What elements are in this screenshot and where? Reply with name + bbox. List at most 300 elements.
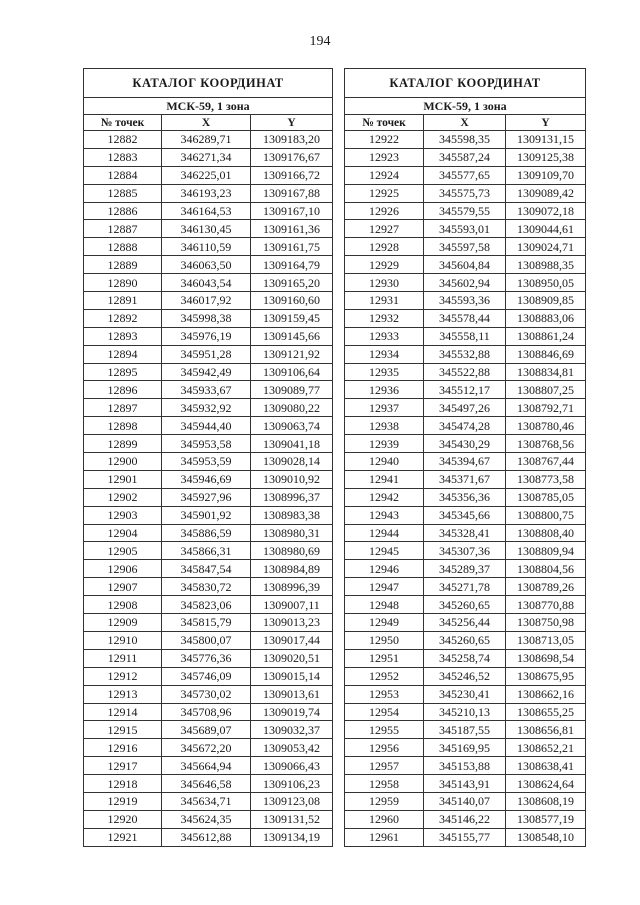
- table-row: [84, 381, 333, 399]
- column-header-y: Y: [251, 115, 333, 131]
- x-coordinate-cell: 345830,72: [162, 578, 251, 596]
- point-number-cell: 12946: [345, 560, 424, 578]
- point-number-cell: 12907: [84, 578, 162, 596]
- y-coordinate-cell: 1309106,64: [251, 363, 333, 381]
- table-row: [84, 166, 333, 184]
- table-row: [84, 792, 333, 810]
- x-coordinate-cell: 346193,23: [162, 184, 251, 202]
- y-coordinate-cell: 1309053,42: [251, 739, 333, 757]
- y-coordinate-cell: 1308834,81: [506, 363, 586, 381]
- point-number-cell: 12943: [345, 506, 424, 524]
- point-number-cell: 12910: [84, 631, 162, 649]
- x-coordinate-cell: 345256,44: [424, 614, 506, 632]
- x-coordinate-cell: 345289,37: [424, 560, 506, 578]
- y-coordinate-cell: 1308809,94: [506, 542, 586, 560]
- table-row: [345, 327, 586, 345]
- table-row: [84, 345, 333, 363]
- table-row: [345, 757, 586, 775]
- y-coordinate-cell: 1308750,98: [506, 614, 586, 632]
- x-coordinate-cell: 345575,73: [424, 184, 506, 202]
- x-coordinate-cell: 345634,71: [162, 792, 251, 810]
- y-coordinate-cell: 1309160,60: [251, 292, 333, 310]
- x-coordinate-cell: 345901,92: [162, 506, 251, 524]
- point-number-cell: 12912: [84, 667, 162, 685]
- x-coordinate-cell: 345578,44: [424, 309, 506, 327]
- y-coordinate-cell: 1309010,92: [251, 470, 333, 488]
- table-row: [345, 631, 586, 649]
- table-row: [84, 256, 333, 274]
- table-row: [345, 470, 586, 488]
- table-row: [345, 453, 586, 471]
- y-coordinate-cell: 1308577,19: [506, 810, 586, 828]
- table-row: [84, 435, 333, 453]
- point-number-cell: 12931: [345, 292, 424, 310]
- y-coordinate-cell: 1309131,15: [506, 131, 586, 149]
- point-number-cell: 12957: [345, 757, 424, 775]
- point-number-cell: 12959: [345, 792, 424, 810]
- x-coordinate-cell: 345430,29: [424, 435, 506, 453]
- x-coordinate-cell: 345730,02: [162, 685, 251, 703]
- point-number-cell: 12904: [84, 524, 162, 542]
- point-number-cell: 12925: [345, 184, 424, 202]
- point-number-cell: 12906: [84, 560, 162, 578]
- x-coordinate-cell: 345593,01: [424, 220, 506, 238]
- point-number-cell: 12935: [345, 363, 424, 381]
- point-number-cell: 12887: [84, 220, 162, 238]
- y-coordinate-cell: 1309072,18: [506, 202, 586, 220]
- x-coordinate-cell: 345776,36: [162, 649, 251, 667]
- y-coordinate-cell: 1308883,06: [506, 309, 586, 327]
- x-coordinate-cell: 345260,65: [424, 596, 506, 614]
- table-row: [345, 685, 586, 703]
- y-coordinate-cell: 1308808,40: [506, 524, 586, 542]
- coordinate-catalog-table: [83, 68, 333, 847]
- point-number-cell: 12882: [84, 131, 162, 149]
- y-coordinate-cell: 1308980,31: [251, 524, 333, 542]
- x-coordinate-cell: 345976,19: [162, 327, 251, 345]
- x-coordinate-cell: 345847,54: [162, 560, 251, 578]
- point-number-cell: 12905: [84, 542, 162, 560]
- x-coordinate-cell: 345689,07: [162, 721, 251, 739]
- point-number-cell: 12920: [84, 810, 162, 828]
- x-coordinate-cell: 345579,55: [424, 202, 506, 220]
- table-row: [345, 524, 586, 542]
- point-number-cell: 12929: [345, 256, 424, 274]
- x-coordinate-cell: 345153,88: [424, 757, 506, 775]
- point-number-cell: 12939: [345, 435, 424, 453]
- y-coordinate-cell: 1309131,52: [251, 810, 333, 828]
- x-coordinate-cell: 345230,41: [424, 685, 506, 703]
- x-coordinate-cell: 345577,65: [424, 166, 506, 184]
- point-number-cell: 12953: [345, 685, 424, 703]
- table-row: [345, 542, 586, 560]
- x-coordinate-cell: 345953,59: [162, 453, 251, 471]
- column-header-number: № точек: [345, 115, 424, 131]
- point-number-cell: 12883: [84, 148, 162, 166]
- table-row: [345, 649, 586, 667]
- point-number-cell: 12915: [84, 721, 162, 739]
- table-row: [84, 488, 333, 506]
- x-coordinate-cell: 345260,65: [424, 631, 506, 649]
- catalog-body: [345, 131, 586, 847]
- table-row: [84, 238, 333, 256]
- table-row: [84, 202, 333, 220]
- y-coordinate-cell: 1308789,26: [506, 578, 586, 596]
- y-coordinate-cell: 1309013,23: [251, 614, 333, 632]
- table-row: [84, 327, 333, 345]
- y-coordinate-cell: 1309007,11: [251, 596, 333, 614]
- point-number-cell: 12928: [345, 238, 424, 256]
- point-number-cell: 12911: [84, 649, 162, 667]
- x-coordinate-cell: 345187,55: [424, 721, 506, 739]
- y-coordinate-cell: 1308770,88: [506, 596, 586, 614]
- table-row: [345, 131, 586, 149]
- x-coordinate-cell: 345953,58: [162, 435, 251, 453]
- point-number-cell: 12894: [84, 345, 162, 363]
- point-number-cell: 12889: [84, 256, 162, 274]
- point-number-cell: 12895: [84, 363, 162, 381]
- y-coordinate-cell: 1309164,79: [251, 256, 333, 274]
- x-coordinate-cell: 346043,54: [162, 274, 251, 292]
- table-row: [345, 614, 586, 632]
- y-coordinate-cell: 1309017,44: [251, 631, 333, 649]
- point-number-cell: 12958: [345, 775, 424, 793]
- point-number-cell: 12960: [345, 810, 424, 828]
- y-coordinate-cell: 1308768,56: [506, 435, 586, 453]
- table-row: [84, 524, 333, 542]
- x-coordinate-cell: 345815,79: [162, 614, 251, 632]
- table-row: [345, 381, 586, 399]
- catalog-subtitle: МСК-59, 1 зона: [84, 98, 333, 115]
- x-coordinate-cell: 346271,34: [162, 148, 251, 166]
- table-row: [345, 256, 586, 274]
- point-number-cell: 12885: [84, 184, 162, 202]
- y-coordinate-cell: 1309161,75: [251, 238, 333, 256]
- point-number-cell: 12900: [84, 453, 162, 471]
- y-coordinate-cell: 1309020,51: [251, 649, 333, 667]
- table-row: [345, 363, 586, 381]
- y-coordinate-cell: 1309080,22: [251, 399, 333, 417]
- table-row: [84, 274, 333, 292]
- y-coordinate-cell: 1308713,05: [506, 631, 586, 649]
- point-number-cell: 12949: [345, 614, 424, 632]
- x-coordinate-cell: 345246,52: [424, 667, 506, 685]
- y-coordinate-cell: 1309089,77: [251, 381, 333, 399]
- y-coordinate-cell: 1308548,10: [506, 828, 586, 846]
- x-coordinate-cell: 345371,67: [424, 470, 506, 488]
- point-number-cell: 12899: [84, 435, 162, 453]
- table-row: [345, 506, 586, 524]
- x-coordinate-cell: 345258,74: [424, 649, 506, 667]
- table-row: [345, 435, 586, 453]
- table-row: [84, 775, 333, 793]
- y-coordinate-cell: 1308804,56: [506, 560, 586, 578]
- table-row: [84, 703, 333, 721]
- point-number-cell: 12917: [84, 757, 162, 775]
- point-number-cell: 12938: [345, 417, 424, 435]
- table-row: [84, 614, 333, 632]
- table-row: [345, 488, 586, 506]
- x-coordinate-cell: 345598,35: [424, 131, 506, 149]
- x-coordinate-cell: 345140,07: [424, 792, 506, 810]
- table-row: [84, 578, 333, 596]
- point-number-cell: 12893: [84, 327, 162, 345]
- table-row: [345, 667, 586, 685]
- y-coordinate-cell: 1308807,25: [506, 381, 586, 399]
- x-coordinate-cell: 345558,11: [424, 327, 506, 345]
- point-number-cell: 12886: [84, 202, 162, 220]
- table-row: [345, 292, 586, 310]
- coordinate-catalog-table: [344, 68, 586, 847]
- x-coordinate-cell: 345672,20: [162, 739, 251, 757]
- y-coordinate-cell: 1309106,23: [251, 775, 333, 793]
- x-coordinate-cell: 345933,67: [162, 381, 251, 399]
- point-number-cell: 12933: [345, 327, 424, 345]
- point-number-cell: 12951: [345, 649, 424, 667]
- point-number-cell: 12914: [84, 703, 162, 721]
- point-number-cell: 12926: [345, 202, 424, 220]
- point-number-cell: 12892: [84, 309, 162, 327]
- x-coordinate-cell: 345356,36: [424, 488, 506, 506]
- table-row: [345, 810, 586, 828]
- point-number-cell: 12950: [345, 631, 424, 649]
- x-coordinate-cell: 345944,40: [162, 417, 251, 435]
- y-coordinate-cell: 1309121,92: [251, 345, 333, 363]
- point-number-cell: 12913: [84, 685, 162, 703]
- x-coordinate-cell: 345998,38: [162, 309, 251, 327]
- table-row: [84, 292, 333, 310]
- column-header-x: X: [162, 115, 251, 131]
- point-number-cell: 12923: [345, 148, 424, 166]
- y-coordinate-cell: 1309167,10: [251, 202, 333, 220]
- x-coordinate-cell: 345604,84: [424, 256, 506, 274]
- x-coordinate-cell: 345942,49: [162, 363, 251, 381]
- table-row: [345, 238, 586, 256]
- y-coordinate-cell: 1308638,41: [506, 757, 586, 775]
- table-row: [84, 220, 333, 238]
- y-coordinate-cell: 1308792,71: [506, 399, 586, 417]
- x-coordinate-cell: 345271,78: [424, 578, 506, 596]
- y-coordinate-cell: 1309134,19: [251, 828, 333, 846]
- table-row: [345, 560, 586, 578]
- column-header-x: X: [424, 115, 506, 131]
- y-coordinate-cell: 1309063,74: [251, 417, 333, 435]
- x-coordinate-cell: 345345,66: [424, 506, 506, 524]
- table-row: [84, 685, 333, 703]
- y-coordinate-cell: 1308846,69: [506, 345, 586, 363]
- table-row: [345, 202, 586, 220]
- point-number-cell: 12884: [84, 166, 162, 184]
- y-coordinate-cell: 1308950,05: [506, 274, 586, 292]
- y-coordinate-cell: 1309161,36: [251, 220, 333, 238]
- y-coordinate-cell: 1308785,05: [506, 488, 586, 506]
- table-row: [84, 596, 333, 614]
- table-row: [84, 739, 333, 757]
- table-row: [345, 578, 586, 596]
- x-coordinate-cell: 345497,26: [424, 399, 506, 417]
- table-row: [84, 757, 333, 775]
- point-number-cell: 12890: [84, 274, 162, 292]
- table-row: [84, 309, 333, 327]
- point-number-cell: 12941: [345, 470, 424, 488]
- y-coordinate-cell: 1309165,20: [251, 274, 333, 292]
- y-coordinate-cell: 1309066,43: [251, 757, 333, 775]
- y-coordinate-cell: 1308800,75: [506, 506, 586, 524]
- x-coordinate-cell: 345474,28: [424, 417, 506, 435]
- table-row: [84, 453, 333, 471]
- x-coordinate-cell: 345886,59: [162, 524, 251, 542]
- y-coordinate-cell: 1309019,74: [251, 703, 333, 721]
- table-row: [345, 775, 586, 793]
- point-number-cell: 12916: [84, 739, 162, 757]
- table-row: [345, 220, 586, 238]
- y-coordinate-cell: 1309089,42: [506, 184, 586, 202]
- x-coordinate-cell: 345394,67: [424, 453, 506, 471]
- y-coordinate-cell: 1309015,14: [251, 667, 333, 685]
- catalog-title: КАТАЛОГ КООРДИНАТ: [84, 69, 333, 98]
- table-row: [84, 417, 333, 435]
- x-coordinate-cell: 345866,31: [162, 542, 251, 560]
- point-number-cell: 12902: [84, 488, 162, 506]
- point-number-cell: 12945: [345, 542, 424, 560]
- x-coordinate-cell: 345624,35: [162, 810, 251, 828]
- y-coordinate-cell: 1308988,35: [506, 256, 586, 274]
- y-coordinate-cell: 1309125,38: [506, 148, 586, 166]
- x-coordinate-cell: 345602,94: [424, 274, 506, 292]
- point-number-cell: 12952: [345, 667, 424, 685]
- point-number-cell: 12944: [345, 524, 424, 542]
- point-number-cell: 12961: [345, 828, 424, 846]
- point-number-cell: 12922: [345, 131, 424, 149]
- point-number-cell: 12896: [84, 381, 162, 399]
- table-row: [345, 828, 586, 846]
- table-row: [84, 506, 333, 524]
- table-row: [345, 184, 586, 202]
- point-number-cell: 12937: [345, 399, 424, 417]
- x-coordinate-cell: 345708,96: [162, 703, 251, 721]
- point-number-cell: 12903: [84, 506, 162, 524]
- point-number-cell: 12921: [84, 828, 162, 846]
- point-number-cell: 12888: [84, 238, 162, 256]
- x-coordinate-cell: 345646,58: [162, 775, 251, 793]
- y-coordinate-cell: 1308675,95: [506, 667, 586, 685]
- table-row: [84, 542, 333, 560]
- point-number-cell: 12940: [345, 453, 424, 471]
- y-coordinate-cell: 1309044,61: [506, 220, 586, 238]
- point-number-cell: 12897: [84, 399, 162, 417]
- y-coordinate-cell: 1308780,46: [506, 417, 586, 435]
- y-coordinate-cell: 1308984,89: [251, 560, 333, 578]
- y-coordinate-cell: 1308996,37: [251, 488, 333, 506]
- x-coordinate-cell: 346130,45: [162, 220, 251, 238]
- y-coordinate-cell: 1309145,66: [251, 327, 333, 345]
- y-coordinate-cell: 1308773,58: [506, 470, 586, 488]
- x-coordinate-cell: 345946,69: [162, 470, 251, 488]
- x-coordinate-cell: 345597,58: [424, 238, 506, 256]
- x-coordinate-cell: 345823,06: [162, 596, 251, 614]
- y-coordinate-cell: 1308652,21: [506, 739, 586, 757]
- table-row: [345, 703, 586, 721]
- x-coordinate-cell: 345532,88: [424, 345, 506, 363]
- point-number-cell: 12891: [84, 292, 162, 310]
- point-number-cell: 12936: [345, 381, 424, 399]
- y-coordinate-cell: 1308909,85: [506, 292, 586, 310]
- point-number-cell: 12918: [84, 775, 162, 793]
- table-row: [84, 631, 333, 649]
- table-row: [345, 399, 586, 417]
- table-row: [345, 166, 586, 184]
- y-coordinate-cell: 1308624,64: [506, 775, 586, 793]
- point-number-cell: 12932: [345, 309, 424, 327]
- point-number-cell: 12942: [345, 488, 424, 506]
- x-coordinate-cell: 345587,24: [424, 148, 506, 166]
- table-row: [84, 148, 333, 166]
- table-row: [84, 649, 333, 667]
- y-coordinate-cell: 1308656,81: [506, 721, 586, 739]
- x-coordinate-cell: 345927,96: [162, 488, 251, 506]
- x-coordinate-cell: 345210,13: [424, 703, 506, 721]
- y-coordinate-cell: 1308980,69: [251, 542, 333, 560]
- table-row: [345, 596, 586, 614]
- catalog-subtitle: МСК-59, 1 зона: [345, 98, 586, 115]
- point-number-cell: 12954: [345, 703, 424, 721]
- table-row: [345, 274, 586, 292]
- point-number-cell: 12909: [84, 614, 162, 632]
- y-coordinate-cell: 1309013,61: [251, 685, 333, 703]
- x-coordinate-cell: 345155,77: [424, 828, 506, 846]
- x-coordinate-cell: 345146,22: [424, 810, 506, 828]
- x-coordinate-cell: 346017,92: [162, 292, 251, 310]
- y-coordinate-cell: 1308767,44: [506, 453, 586, 471]
- x-coordinate-cell: 345328,41: [424, 524, 506, 542]
- y-coordinate-cell: 1308983,38: [251, 506, 333, 524]
- point-number-cell: 12930: [345, 274, 424, 292]
- table-row: [345, 739, 586, 757]
- point-number-cell: 12948: [345, 596, 424, 614]
- x-coordinate-cell: 345932,92: [162, 399, 251, 417]
- table-row: [84, 828, 333, 846]
- table-row: [345, 417, 586, 435]
- table-row: [345, 309, 586, 327]
- x-coordinate-cell: 345169,95: [424, 739, 506, 757]
- x-coordinate-cell: 345307,36: [424, 542, 506, 560]
- y-coordinate-cell: 1309176,67: [251, 148, 333, 166]
- table-row: [345, 345, 586, 363]
- x-coordinate-cell: 346289,71: [162, 131, 251, 149]
- catalog-title: КАТАЛОГ КООРДИНАТ: [345, 69, 586, 98]
- table-row: [345, 721, 586, 739]
- y-coordinate-cell: 1309123,08: [251, 792, 333, 810]
- y-coordinate-cell: 1309159,45: [251, 309, 333, 327]
- table-row: [345, 148, 586, 166]
- x-coordinate-cell: 345800,07: [162, 631, 251, 649]
- y-coordinate-cell: 1309166,72: [251, 166, 333, 184]
- x-coordinate-cell: 345664,94: [162, 757, 251, 775]
- point-number-cell: 12934: [345, 345, 424, 363]
- point-number-cell: 12919: [84, 792, 162, 810]
- table-row: [84, 131, 333, 149]
- table-row: [345, 792, 586, 810]
- table-row: [84, 721, 333, 739]
- y-coordinate-cell: 1309024,71: [506, 238, 586, 256]
- table-row: [84, 363, 333, 381]
- x-coordinate-cell: 345612,88: [162, 828, 251, 846]
- point-number-cell: 12908: [84, 596, 162, 614]
- y-coordinate-cell: 1308655,25: [506, 703, 586, 721]
- table-row: [84, 810, 333, 828]
- column-header-y: Y: [506, 115, 586, 131]
- table-row: [84, 184, 333, 202]
